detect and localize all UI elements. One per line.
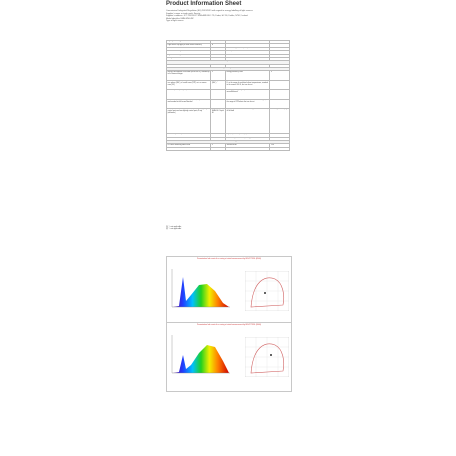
parameter-label: Colour rendering index, rounded to the nearest integer, or the range of CRI-values that can be set — [226, 99, 270, 108]
table-row — [167, 90, 290, 99]
parameter-value: 470 in sphere (360°) — [211, 80, 226, 89]
parameter-value — [270, 147, 290, 150]
page-title: Product Information Sheet — [166, 1, 242, 7]
intro-line: Type of light source: — [166, 20, 184, 23]
parameter-value: NDLS — [270, 41, 290, 44]
parameter-label: Envelope: — [226, 51, 270, 54]
parameter-value: - — [211, 99, 226, 108]
parameter-label: Chromaticity coordinates (x and y) — [226, 137, 270, 140]
parameter-value: 0.313 / 0.337 — [270, 137, 290, 140]
parameter-label: Anti-glare shield: — [167, 57, 211, 60]
parameter-label: Dimmable: — [226, 57, 270, 60]
parameter-label: Outer dimensions without separate control gear, lighting control parts and non-lighting control parts, if any (millimetre) — [167, 108, 211, 133]
parameter-label: Lighting technology used: — [167, 41, 211, 44]
parameter-value: LED — [211, 41, 226, 44]
parameter-value: See image on last page — [270, 108, 290, 133]
table-row — [167, 108, 290, 133]
intro-line: Model identifier: EMH-M50-4W — [166, 17, 194, 20]
parameter-value: 3.5 — [211, 90, 226, 99]
parameter-label: Mains or non-mains: — [167, 47, 211, 50]
parameter-label: Parameter — [167, 64, 211, 67]
intro-line: Supplier's address: JCT PRODUCT IRELAND EU LTD, Dubai, HC 36, Dublin, 5ZSC, Ireland — [166, 15, 248, 18]
parameter-label: Colour-tuneable light source: — [167, 51, 211, 54]
section-heading: General product parameters — [167, 68, 290, 71]
parameter-value: - — [270, 134, 290, 137]
spectral-distribution-chart — [169, 333, 231, 375]
spectral-distribution-chart — [169, 267, 231, 309]
note-line: (2) '-': not applicable. — [166, 228, 182, 231]
parameter-label: Useful luminous flux (Φuse), indicating if it refers to the flux in a sphere (360°), in a wide cone (120°) or in a narrow cone (90°) — [167, 80, 211, 89]
parameter-value: F — [270, 71, 290, 80]
parameter-value: 4 — [211, 71, 226, 80]
figure-caption: Presentation lab count of ca curing at rated measurement by IES-P/7356: (6500) — [196, 258, 262, 260]
parameter-label: Correlated colour temperature, rounded to the nearest 100 K, or the range of correlated colour temperatures, rounded to the nearest 100 K, that can be set — [226, 80, 270, 89]
section-heading: Product parameters — [167, 61, 290, 64]
chromaticity-diagram — [245, 337, 289, 377]
parameter-value: No — [211, 51, 226, 54]
parameter-label: High luminance light source: — [167, 54, 211, 57]
parameter-label: Networked standby power (Pnet) for CLS, expressed in W and rounded to the second decimal — [167, 99, 211, 108]
table-row — [167, 71, 290, 80]
parameter-label — [226, 147, 270, 150]
parameter-label: Claim of equivalent power — [167, 134, 211, 137]
parameter-value: Value — [270, 64, 290, 67]
table-row — [167, 80, 290, 89]
parameter-label: Survival factor — [226, 144, 270, 147]
chromaticity-point — [270, 354, 272, 356]
section-heading: Parameters for LED and OLED light sources: — [167, 141, 290, 144]
parameter-label: The lumen maintenance factor — [167, 147, 211, 150]
parameter-label: On-mode power (Pon), expressed in W — [167, 90, 211, 99]
parameter-label: Energy consumption in on-mode (kWh/1000 h), rounded up to the nearest integer — [167, 71, 211, 80]
parameter-value: Height 108 / Width 60 / Depth 60 — [211, 108, 226, 133]
parameter-value: 80 — [270, 99, 290, 108]
parameter-value: 0.96 — [211, 147, 226, 150]
parameter-value: No — [211, 54, 226, 57]
parameter-label: Standby power (Psb), expressed in W and rounded to the second decimal — [226, 90, 270, 99]
parameter-label: Parameter — [226, 64, 270, 67]
spectrum-figure-2 — [166, 322, 292, 392]
parameter-label: Non-directional or directional: — [226, 41, 270, 44]
parameter-value: - — [270, 51, 290, 54]
intro-line: Supplier's name or trade mark: Fencity — [166, 12, 201, 15]
parameter-value: 0.00 — [270, 90, 290, 99]
table-row — [167, 147, 290, 150]
parameter-label: Spectral power distribution in the range 250 nm to 800 nm, at full-load — [226, 108, 270, 133]
parameter-label: R9 colour rendering index value — [167, 144, 211, 147]
parameter-value: No — [211, 57, 226, 60]
intro-line: Commission Delegated Regulation (EU) 2019/2015 with regard to energy labelling of light sources — [166, 10, 253, 12]
parameter-value: No — [270, 47, 290, 50]
spec-table — [166, 40, 290, 151]
parameter-value: E — [211, 44, 226, 47]
chromaticity-point — [264, 292, 266, 294]
chromaticity-diagram — [245, 271, 289, 311]
product-information-sheet — [166, 0, 290, 390]
spectrum-figure-1 — [166, 256, 292, 326]
parameter-value: 0 — [211, 144, 226, 147]
figure-caption: Presentation lab count of ca curing at rated measurement by IES-P/7356: (3000) — [196, 324, 262, 326]
table-row — [167, 99, 290, 108]
note-line: (1) '-': not applicable; — [166, 226, 182, 228]
parameter-label: Light source cap-type (or other electric interface) — [167, 44, 211, 47]
parameter-value: 3000...6500 — [270, 80, 290, 89]
parameter-value: No — [270, 57, 290, 60]
intro-block — [166, 10, 290, 23]
parameter-value: MLS — [211, 47, 226, 50]
parameter-value: 1.00 — [270, 144, 290, 147]
parameter-label: If yes, equivalent power (W) — [226, 134, 270, 137]
notes-block — [166, 226, 290, 231]
parameter-label: Connected light source (CLS): — [226, 47, 270, 50]
parameter-label: Energy efficiency class — [226, 71, 270, 80]
parameter-value: - — [211, 134, 226, 137]
parameter-value: Value — [211, 64, 226, 67]
